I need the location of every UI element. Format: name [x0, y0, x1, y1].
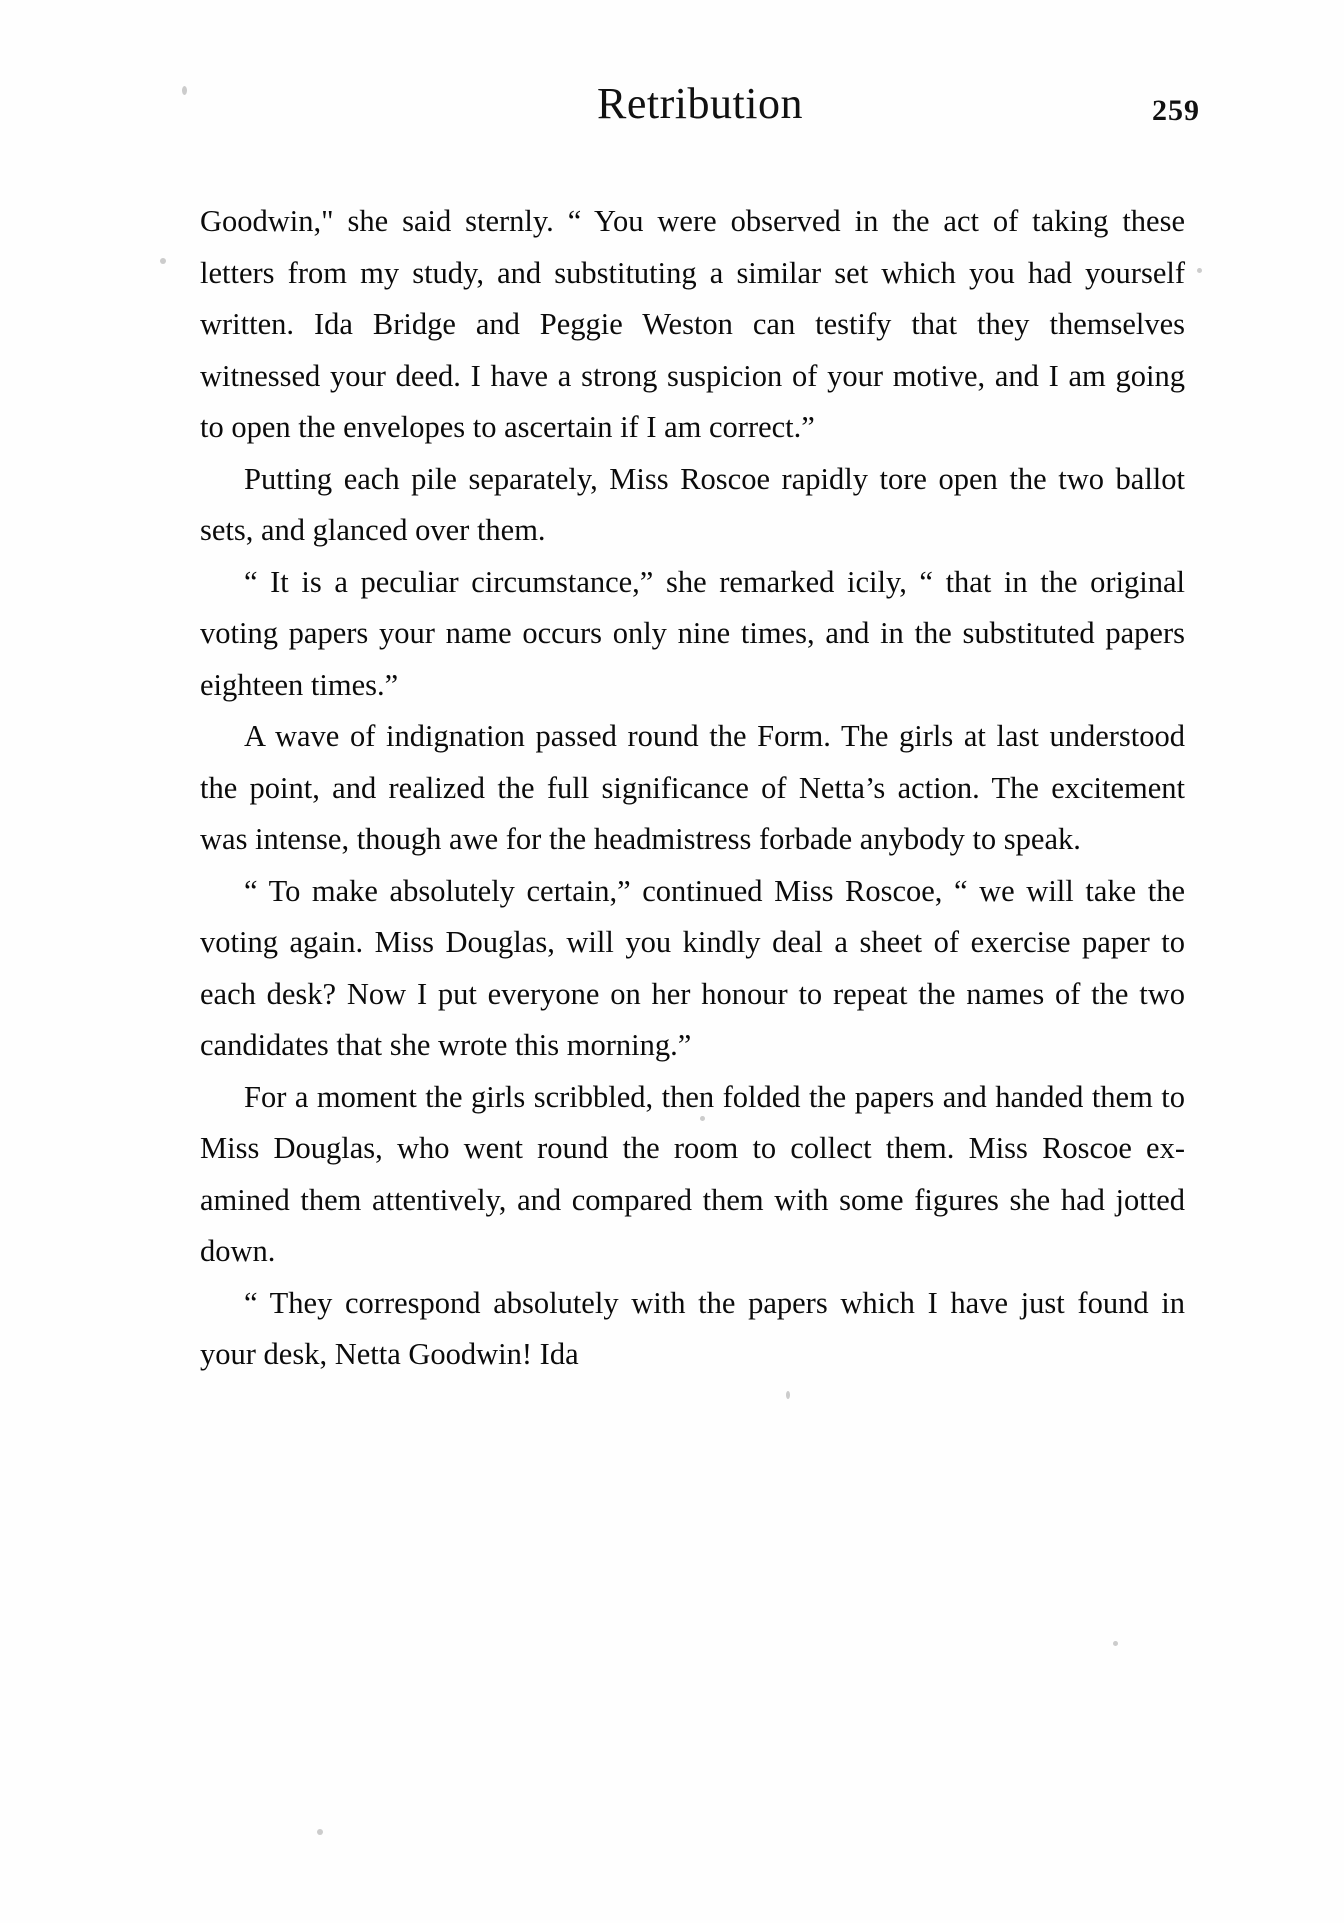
- scan-speck: [1197, 268, 1202, 273]
- paragraph: A wave of indignation passed round the Form. The girls at last understood the point, and realized the full significance of Netta’s action. The excitement was intense, though awe for the headmistress forbade anybody to speak.: [200, 719, 1185, 856]
- scan-speck: [1113, 1641, 1118, 1646]
- scan-speck: [160, 258, 166, 264]
- scan-speck: [700, 1116, 705, 1121]
- scan-speck: [786, 1391, 790, 1399]
- scan-speck: [182, 86, 187, 95]
- paragraph: For a moment the girls scribbled, then folded the papers and handed them to Miss Douglas, who went round the room to collect them. Miss Roscoe ex-amined them attentively, and compared them with some figures she had jotted down.: [200, 1079, 1185, 1268]
- page-header: [200, 78, 1200, 138]
- page-body: [200, 196, 1185, 1381]
- paragraph: “ It is a peculiar circumstance,” she remarked icily, “ that in the original voting papers your name occurs only nine times, and in the substituted papers eighteen times.”: [200, 564, 1185, 702]
- paragraph: Putting each pile separately, Miss Roscoe rapidly tore open the two ballot sets, and glanced over them.: [200, 461, 1185, 547]
- chapter-title: Retribution: [597, 79, 803, 128]
- paragraph: Goodwin," she said sternly. “ You were observed in the act of taking these letters from my study, and substituting a similar set which you had yourself written. Ida Bridge and Peggie Weston can testify that they themselves witnessed your deed. I have a strong suspicion of your motive, and I am going to open the envelopes to ascertain if I am correct.”: [200, 204, 1185, 444]
- paragraph: “ To make absolutely certain,” continued Miss Roscoe, “ we will take the voting again. Miss Douglas, will you kindly deal a sheet of exercise paper to each desk? Now I put everyone on her honour to repeat the names of the two candidates that she wrote this morning.”: [200, 873, 1185, 1062]
- page-number: 259: [1152, 94, 1200, 127]
- paragraph: “ They correspond absolutely with the papers which I have just found in your desk, Netta Goodwin! Ida: [200, 1285, 1185, 1371]
- scan-speck: [317, 1829, 323, 1835]
